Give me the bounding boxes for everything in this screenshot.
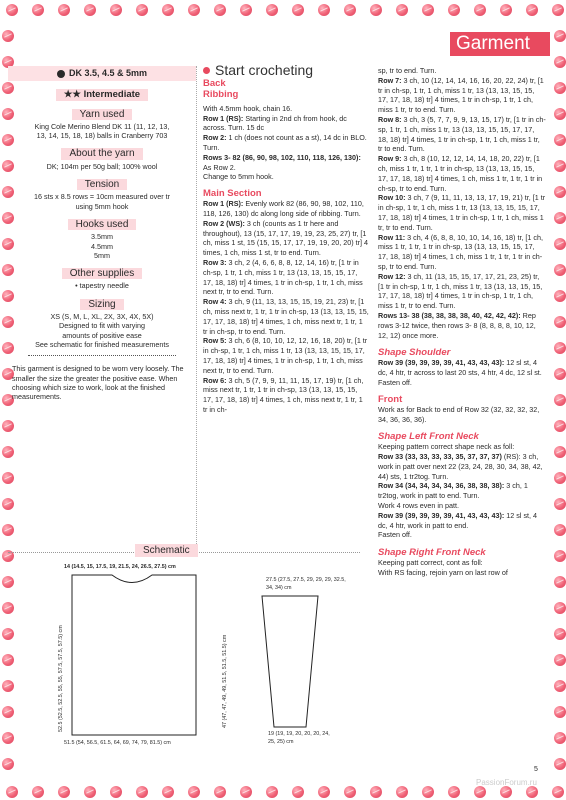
tension-heading: Tension <box>77 179 127 190</box>
sizing-fit: Designed to fit with varying amounts of positive ease <box>59 321 145 340</box>
fasten-off: Fasten off. <box>378 530 412 540</box>
about-yarn-text: DK; 104m per 50g ball; 100% wool <box>46 161 158 171</box>
fasten-off: Fasten off. <box>378 377 412 387</box>
yarn-used-heading: Yarn used <box>72 109 133 120</box>
work-rows: Work 4 rows even in patt. <box>378 501 459 511</box>
row-label: Row 2 (WS): <box>203 218 245 228</box>
other-supplies-text: • tapestry needle <box>75 281 129 291</box>
body-top-measure: 14 (14.5, 15, 17.5, 19, 21.5, 24, 26.5, 27.5) cm <box>64 564 176 570</box>
row-text: (RS): 3 ch, work in patt over next 22 (23, 24, 28, 30, 34, 38, 42, 44) sts, 1 tr2tog. Turn. <box>378 452 543 481</box>
left-neck-intro: Keeping pattern correct shape neck as foll: <box>378 442 515 452</box>
hook-size: 5mm <box>94 250 110 260</box>
weight-hook-text: DK 3.5, 4.5 & 5mm <box>68 68 148 78</box>
start-crocheting-title: Start crocheting <box>215 62 314 78</box>
row-text: 3 ch, 8 (10, 12, 12, 14, 14, 18, 20, 22) tr, [1 ch, miss 1 tr, 1 tr, 1 tr in ch-sp, 13 (13, 13, 15, 15, 17, 17, 18, 18) tr] 4 times, 1 ch, miss 1 tr, 1 tr, 1 tr in ch-sp, tr to end. Turn. <box>378 154 543 193</box>
row-label: Row 11: <box>378 232 406 242</box>
row-label: Rows 3- 82 (86, 90, 98, 102, 110, 118, 126, 130): <box>203 152 361 162</box>
sizing-note: This garment is designed to be worn very loosely. The smaller the size the greater the positive ease. When choosing which size to work, look at the finished measurements. <box>12 364 184 402</box>
row-text: 3 ch, 4 (6, 8, 8, 10, 10, 14, 16, 18) tr, [1 ch, miss 1 tr, 1 tr, 1 tr in ch-sp, 13 (13, 13, 15, 15, 17, 17, 18, 18) tr] 4 times, 1 ch, miss 1 tr, 1 tr, 1 tr in ch-sp, tr to end. Turn. <box>378 232 544 271</box>
hook-size: 3.5mm <box>91 232 113 242</box>
sleeve-side-measure: 47 (47, 47, 49, 49, 51.5, 51.5, 51.5) cm <box>222 634 228 728</box>
row-continuation: sp, tr to end. Turn. <box>378 66 437 75</box>
body-side-measure: 52.5 (52.5, 52.5, 55, 55, 57.5, 57.5, 57.5) cm <box>58 625 64 732</box>
sizing-heading: Sizing <box>80 299 123 310</box>
row-label: Row 10: <box>378 193 406 203</box>
row-text: Rep rows 3-12 twice, then rows 3- 8 (8, 8, 8, 8, 10, 12, 12, 12) once more. <box>378 310 536 340</box>
row-label: Row 4: <box>203 297 227 307</box>
other-supplies-heading: Other supplies <box>62 268 142 279</box>
row-text: 3 ch, 5 (7, 9, 9, 11, 11, 15, 17, 19) tr, [1 ch, miss next tr, 1 tr, 1 tr in ch-sp, 13 (13, 13, 15, 15, 17, 17, 18, 18) tr] 4 times, 1 ch, miss next tr, 1 tr, 1 tr in ch- <box>203 375 364 414</box>
about-yarn-heading: About the yarn <box>61 148 142 159</box>
page-title: Garment <box>456 33 530 54</box>
row-label: Row 8: <box>378 114 402 124</box>
row-label: Row 6: <box>203 375 227 385</box>
schematic-heading: Schematic <box>135 544 198 557</box>
watermark: PassionForum.ru <box>476 778 537 787</box>
front-text: Work as for Back to end of Row 32 (32, 32, 32, 32, 34, 36, 36, 36). <box>378 404 540 424</box>
row-label: Row 12: <box>378 271 406 281</box>
row-text: As Row 2. <box>203 162 236 172</box>
right-neck-text: With RS facing, rejoin yarn on last row of <box>378 568 508 578</box>
sleeve-bottom-measure: 19 (19, 19, 20, 20, 20, 24, 25, 25) cm <box>268 731 330 745</box>
row-text: Evenly work 82 (86, 90, 98, 102, 110, 118, 126, 130) dc along long side of ribbing. Turn. <box>203 199 364 218</box>
row-text: 3 ch, 7 (9, 11, 11, 13, 13, 17, 19, 21) tr, [1 tr in ch-sp, 1 tr, 1 ch, miss 1 tr, 13 (13, 13, 15, 15, 17, 17, 18, 18) tr] 4 times, 1 tr in ch-sp, 1 tr, 1 ch, miss 1 tr, tr to end. Turn. <box>378 193 546 232</box>
row-label: Row 33 (33, 33, 33, 33, 35, 37, 37, 37) <box>378 452 502 462</box>
row-text: 3 ch (counts as 1 tr here and throughout), 13 (15, 17, 17, 19, 19, 23, 25, 27) tr, [1 ch, miss 1 st, 15 (15, 15, 17, 17, 19, 19, 20, 20) tr] 4 times, 1 ch, miss 1 st, tr to end. Turn. <box>203 218 369 258</box>
sizing-see: See schematic for finished measurements <box>35 339 169 349</box>
row-label: Row 1 (RS): <box>203 199 244 209</box>
ribbing-heading: Ribbing <box>203 88 239 100</box>
sleeve-top-measure: 27.5 (27.5, 27.5, 29, 29, 29, 32.5, 34, 34) cm <box>266 577 346 591</box>
tension-text: 16 sts x 8.5 rows = 10cm measured over tr using 5mm hook <box>33 192 171 211</box>
row-text: 3 ch, 3 (5, 7, 7, 9, 9, 13, 15, 17) tr, [1 tr in ch-sp, 1 tr, 1 ch, miss 1 tr, 13 (13, 13, 15, 15, 17, 17, 18, 18) tr] 4 times, 1 tr in ch-sp, 1 tr, 1 ch, miss 1 tr, tr to end. Turn. <box>378 114 546 154</box>
sizing-text: XS (S, M, L, XL, 2X, 3X, 4X, 5X) <box>50 312 154 322</box>
rib-intro: With 4.5mm hook, chain 16. <box>203 103 293 113</box>
hook-size: 4.5mm <box>91 241 113 251</box>
page-number: 5 <box>534 766 538 773</box>
row-text: 3 ch, 1 tr2tog, work in patt to end. Turn. <box>378 481 528 501</box>
yarn-used-text: King Cole Merino Blend DK 11 (11, 12, 13, 13, 14, 15, 18, 18) balls in Cranberry 703 <box>34 121 170 141</box>
row-label: Row 1 (RS): <box>203 113 244 123</box>
row-text: 1 ch (does not count as a st), 14 dc in BLO. Turn. <box>203 133 367 152</box>
row-text: 3 ch, 9 (11, 13, 13, 15, 15, 19, 21, 23) tr, [1 ch, miss next tr, 1 tr, 1 tr in ch-sp, 13 (13, 13, 15, 15, 17, 17, 18, 18) tr] 4 times, 1 ch, miss next tr, 1 tr, 1 tr in ch-sp, tr to end. Turn. <box>203 297 369 336</box>
row-label: Row 34 (34, 34, 34, 34, 36, 38, 38, 38): <box>378 481 505 491</box>
hooks-heading: Hooks used <box>68 219 137 230</box>
row-text: 12 sl st, 4 dc, 4 htr, work in patt to end. <box>378 510 538 530</box>
row-label: Row 2: <box>203 133 227 143</box>
row-text: 3 ch, 10 (12, 14, 14, 16, 16, 20, 22, 24) tr, [1 tr in ch-sp, 1 tr, 1 ch, miss 1 tr, 13 (13, 13, 15, 15, 17, 17, 18, 18) tr] 4 times, 1 tr in ch-sp, 1 tr, 1 ch, miss 1 tr, tr to end. Turn. <box>378 75 544 115</box>
row-label: Row 9: <box>378 154 402 164</box>
row-label: Row 39 (39, 39, 39, 39, 41, 43, 43, 43): <box>378 358 505 368</box>
row-text: 3 ch, 11 (13, 15, 15, 17, 17, 21, 23, 25) tr, [1 tr in ch-sp, 1 tr, 1 ch, miss 1 tr, 13 (13, 13, 15, 15, 17, 17, 18, 18) tr] 4 times, 1 tr in ch-sp, 1 tr, 1 ch, miss 1 tr, tr to end. Turn. <box>378 271 543 311</box>
row-label: Row 7: <box>378 75 402 85</box>
main-section-heading: Main Section <box>203 188 262 200</box>
body-bottom-measure: 51.5 (54, 56.5, 61.5, 64, 69, 74, 79, 81.5) cm <box>64 740 171 746</box>
sleeve-outline <box>262 596 318 727</box>
row-label: Row 3: <box>203 257 227 267</box>
row-label: Row 39 (39, 39, 39, 39, 41, 43, 43, 43): <box>378 510 505 520</box>
back-heading: Back <box>203 77 226 89</box>
row-label: Rows 13- 38 (38, 38, 38, 38, 40, 42, 42, 42): <box>378 310 521 320</box>
difficulty-badge: ★★ Intermediate <box>56 89 148 100</box>
shape-shoulder-heading: Shape Shoulder <box>378 347 451 359</box>
left-neck-heading: Shape Left Front Neck <box>378 431 479 443</box>
right-neck-heading: Shape Right Front Neck <box>378 547 486 559</box>
hook-change: Change to 5mm hook. <box>203 172 274 182</box>
row-text: Starting in 2nd ch from hook, dc across. Turn. 15 dc <box>203 113 347 133</box>
row-label: Row 5: <box>203 336 227 346</box>
row-text: 12 sl st, 4 dc, 4 htr, tr across to last 20 sts, 4 htr, 4 dc, 12 sl st. <box>378 358 542 378</box>
row-text: 3 ch, 6 (8, 10, 10, 12, 12, 16, 18, 20) tr, [1 tr in ch-sp, 1 tr, 1 ch, miss 1 tr, 13 (13, 13, 15, 15, 17, 17, 18, 18) tr] 4 times, 1 tr in ch-sp, 1 tr, 1 ch, miss next tr, tr to end. Turn. <box>203 336 368 375</box>
right-neck-text: Keeping patt correct, cont as foll: <box>378 558 483 568</box>
front-heading: Front <box>378 393 403 405</box>
row-text: 3 ch, 2 (4, 6, 6, 8, 8, 12, 14, 16) tr, [1 tr in ch-sp, 1 tr, 1 ch, miss 1 tr, 13 (13, 13, 15, 15, 17, 17, 18, 18) tr] 4 times, 1 tr in ch-sp, 1 tr, 1 ch, miss next tr, tr to end. Turn. <box>203 257 363 297</box>
body-outline <box>72 575 196 735</box>
